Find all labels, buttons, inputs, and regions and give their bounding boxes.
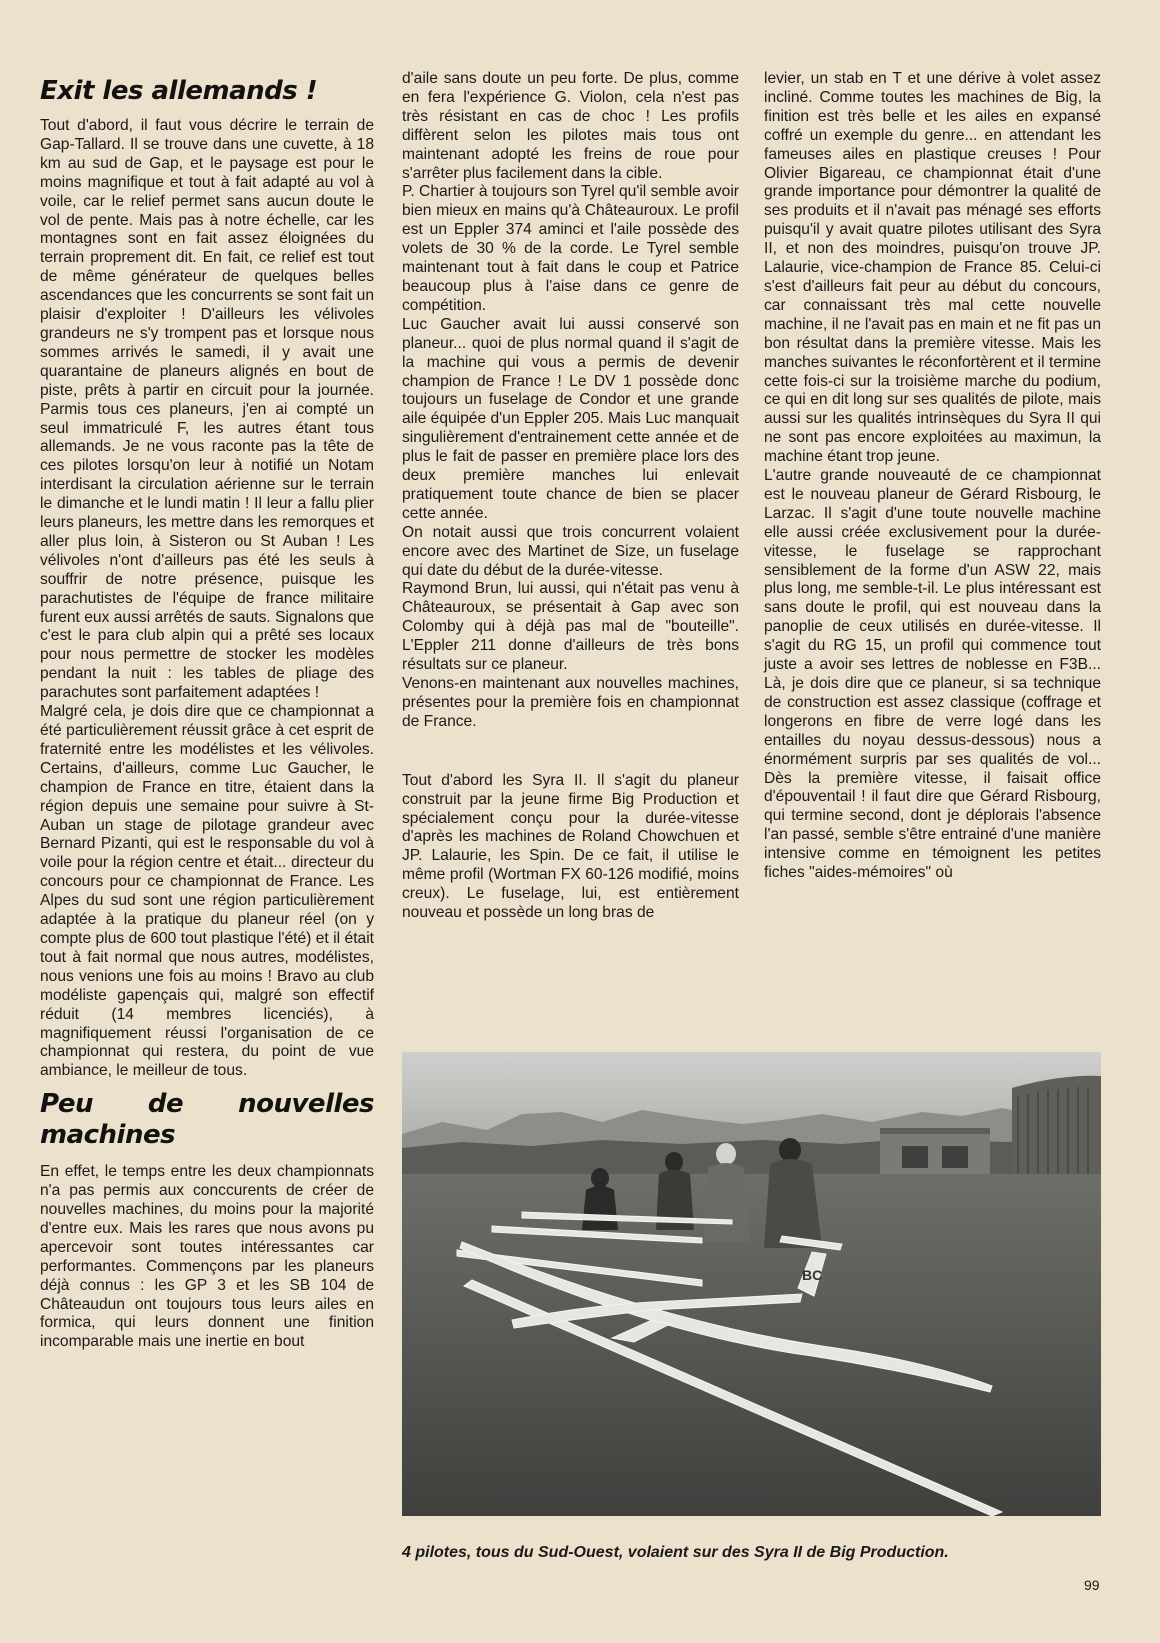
paragraph: levier, un stab en T et une dérive à volet assez incliné. Comme toutes les machines de Big, la finition est très belle et les ailes en expansé coffré un exemple du genre... en attendant les fameuses ailes en plastique creuses ! Pour Olivier Bigareau, ce championnat était d'une grande importance pour démontrer la qualité de ses produits et il n'avait pas ménagé ses efforts puisqu'il y avait quatre pilotes utilisant des Syra II, et non des moindres, puisqu'on trouve JP. Lalaurie, vice-champion de France 85. Celui-ci s'est d'ailleurs fait peur au début du concours, car connaissant très mal cette nouvelle machine, il ne l'avait pas en main et ne fit pas un bon résultat dans la première vitesse. Mais les manches suivantes le réconfortèrent et il termine cette fois-ci sur la troisième marche du podium, ce qui en dit long sur ses qualités de pilote, mais aussi sur les qualités intrinsèques du Syra II qui ne sont pas encore exploitées au maximun, la machine étant trop jeune.	[764, 70, 1101, 466]
paragraph: P. Chartier à toujours son Tyrel qu'il semble avoir bien mieux en mains qu'à Châteauroux. Le profil est un Eppler 374 aminci et l'aile possède des volets de 30 % de la corde. Le Tyrel semble maintenant tout à fait dans le coup et Patrice beaucoup plus à l'aise dans ce genre de compétition.	[402, 183, 739, 314]
paragraph: Malgré cela, je dois dire que ce championnat a été particulièrement réussit grâce à cet esprit de fraternité entre les modélistes et les vélivoles. Certains, d'ailleurs, comme Luc Gaucher, le champion de France en titre, étaient dans la région depuis une semaine pour suivre à St-Auban un stage de pilotage grandeur avec Bernard Pizanti, qui est le responsable du vol à voile pour la région centre et était... directeur du concours pour ce championnat de France. Les Alpes du sud sont une région particulièrement adaptée à la pratique du planeur réel (on y compte plus de 600 tout plastique l'été) et il était tout à fait normal que nous autres, modélistes, nous venions une fois au moins ! Bravo au club modéliste gapençais qui, malgré son effectif réduit (14 membres licenciés), à magnifiquement réussi l'organisation de ce championnat qui restera, du point de vue ambiance, le meilleur de tous.	[40, 703, 374, 1080]
fin-marking-bc: BC	[802, 1267, 823, 1283]
paragraph: d'aile sans doute un peu forte. De plus, comme en fera l'expérience G. Violon, cela n'est pas très résistant en cas de choc ! Les profils diffèrent selon les pilotes mais tous ont maintenant adopté les freins de roue pour s'arrêter plus facilement dans la cible.	[402, 70, 739, 182]
section-heading-exit: Exit les allemands !	[40, 76, 318, 106]
photo-illustration	[402, 1052, 1101, 1516]
paragraph: En effet, le temps entre les deux championnats n'a pas permis aux conccurents de créer de nouvelles machines, du moins pour la majorité d'entre eux. Mais les rares que nous avons pu apercevoir sont toutes intéressantes car performantes. Commençons par les planeurs déjà connus : les GP 3 et les SB 104 de Châteaudun ont toujours tous leurs ailes en formica, qui leurs donnent une finition incomparable mais une inertie en bout	[40, 1163, 374, 1351]
text-column-1	[40, 76, 374, 1352]
section-heading-peu: Peu de nouvelles machines	[40, 1089, 374, 1151]
paragraph: Tout d'abord, il faut vous décrire le terrain de Gap-Tallard. Il se trouve dans une cuvette, à 18 km au sud de Gap, et le paysage est pour le moins magnifique et tout à fait adapté au vol à voile, car le relief permet sans aucun doute le vol de pente. Mais pas à notre échelle, car les montagnes sont en fait assez éloignées du terrain proprement dit. En fait, ce relief est tout de même générateur de quelques belles ascendances que les concurrents se sont fait un plaisir d'exploiter ! D'ailleurs les vélivoles grandeurs ne s'y trompent pas et lorsque nous sommes arrivés le samedi, il y avait une quarantaine de planeurs alignés en bout de piste, prêts à partir en circuit pour la journée. Parmis tous ces planeurs, j'en ai compté un seul immatriculé F, les autres étant tous allemands. Je ne vous raconte pas la tête de ces pilotes lorsqu'on leur à notifié un Notam interdisant la circulation aérienne sur le terrain le dimanche et le lundi matin ! Il leur a fallu plier leurs planeurs, les mettre dans les remorques et aller plus loin, à Sisteron ou St Auban ! Les vélivoles n'ont d'ailleurs pas été les seuls à souffrir de notre présence, puisque les parachutistes de l'équipe de france militaire furent eux aussi arrêtés de sauts. Signalons que c'est le para club alpin qui a prêté ses locaux pour nous permettre de stocker les modèles pendant la nuit : les tables de pliage des parachutes sont parfaitement adaptées !	[40, 117, 374, 702]
hangar-large	[1012, 1076, 1101, 1180]
photo-gliders-pilots	[402, 1052, 1101, 1516]
hangar-small	[880, 1128, 990, 1176]
paragraph: L'autre grande nouveauté de ce championnat est le nouveau planeur de Gérard Risbourg, le Larzac. Il s'agit d'une toute nouvelle machine elle aussi créée exclusivement pour la durée-vitesse, le fuselage se rapprochant sensiblement de la forme d'un ASW 22, mais plus long, me semble-t-il. Le plus intéressant est sans doute le profil, qui est nouveau dans la panoplie de ceux utilisés en durée-vitesse. Il s'agit du RG 15, un profil qui commence tout juste a avoir ses lettres de noblesse en F3B... Là, je dois dire que ce planeur, si sa technique de construction est assez classique (coffrage et longerons en fibre de verre logé dans les entailles du noyau dessus-dessous) nous a énormément surpris par ses qualités de vol... Dès la première vitesse, il faisait office d'épouventail ! il faut dire que Gérard Risbourg, qui termine second, dont je déplorais l'absence l'an passé, semble s'être entrainé d'une manière intensive comme en témoignent les petites fiches "aides-mémoires" où	[764, 467, 1101, 882]
paragraph: Raymond Brun, lui aussi, qui n'était pas venu à Châteauroux, se présentait à Gap avec son Colomby qui à déjà pas mal de "bouteille". L'Eppler 211 donne d'ailleurs de très bons résultats sur ce planeur.	[402, 580, 739, 674]
paragraph: Tout d'abord les Syra II. Il s'agit du planeur construit par la jeune firme Big Production et spécialement conçu pour la durée-vitesse d'après les machines de Roland Chowchuen et JP. Lalaurie, les Spin. De ce fait, il utilise le même profil (Wortman FX 60-126 modifié, moins creux). Le fuselage, lui, est entièrement nouveau et possède un long bras de	[402, 771, 739, 922]
page-number: 99	[1084, 1577, 1100, 1593]
text-column-2	[402, 70, 739, 923]
paragraph: Venons-en maintenant aux nouvelles machines, présentes pour la première fois en championnat de France.	[402, 675, 739, 730]
paragraph: Luc Gaucher avait lui aussi conservé son planeur... quoi de plus normal quand il s'agit de la machine qui vous a permis de devenir champion de France ! Le DV 1 possède donc toujours un fuselage de Condor et une grande aile équipée d'un Eppler 205. Mais Luc manquait singulièrement d'entrainement cette année et de plus le fait de passer en première place lors des deux première manches lui enlevait pratiquement toute chance de bien se placer cette année.	[402, 315, 739, 522]
paragraph-spacer	[402, 732, 739, 772]
photo-caption: 4 pilotes, tous du Sud-Ouest, volaient sur des Syra II de Big Production.	[402, 1544, 949, 1561]
text-column-3	[764, 70, 1101, 883]
paragraph: On notait aussi que trois concurrent volaient encore avec des Martinet de Size, un fuselage qui date du début de la durée-vitesse.	[402, 523, 739, 579]
